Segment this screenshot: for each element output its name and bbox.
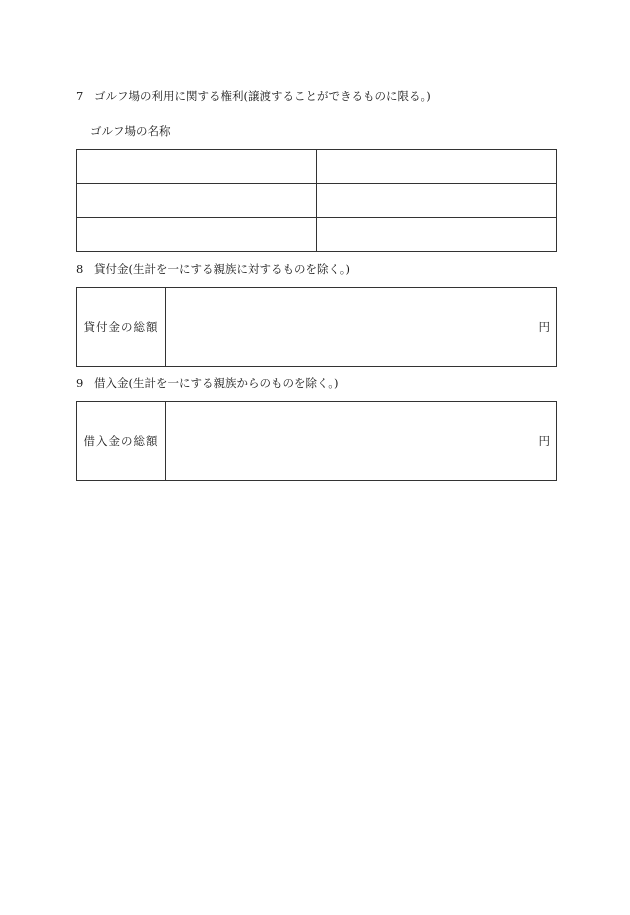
section-9-number: 9 — [76, 376, 84, 390]
yen-unit: 円 — [538, 434, 550, 448]
section-9-title: 借入金(生計を一にする親族からのものを除く。) — [94, 376, 339, 390]
golf-course-name-label: ゴルフ場の名称 — [90, 124, 171, 138]
table-row — [77, 288, 557, 367]
section-7-title: ゴルフ場の利用に関する権利(譲渡することができるものに限る。) — [94, 89, 431, 103]
loan-total-table — [76, 287, 557, 367]
loan-total-label: 貸付金の総額 — [77, 288, 166, 367]
loan-total-field[interactable] — [166, 288, 557, 367]
borrowing-total-label: 借入金の総額 — [77, 402, 166, 481]
golf-course-table — [76, 149, 557, 252]
section-8-heading — [76, 261, 350, 277]
section-8-title: 貸付金(生計を一にする親族に対するものを除く。) — [94, 262, 350, 276]
table-row — [77, 218, 557, 252]
borrowing-total-table — [76, 401, 557, 481]
table-row — [77, 150, 557, 184]
section-7-heading — [76, 88, 431, 104]
golf-course-detail-cell[interactable] — [317, 150, 557, 184]
golf-course-detail-cell[interactable] — [317, 184, 557, 218]
golf-course-name-cell[interactable] — [77, 218, 317, 252]
table-row — [77, 184, 557, 218]
section-8-number: 8 — [76, 262, 84, 276]
section-9-heading — [76, 375, 339, 391]
section-7-number: 7 — [76, 89, 84, 103]
golf-course-name-cell[interactable] — [77, 150, 317, 184]
golf-course-detail-cell[interactable] — [317, 218, 557, 252]
yen-unit: 円 — [538, 320, 550, 334]
golf-course-name-cell[interactable] — [77, 184, 317, 218]
borrowing-total-field[interactable] — [166, 402, 557, 481]
table-row — [77, 402, 557, 481]
